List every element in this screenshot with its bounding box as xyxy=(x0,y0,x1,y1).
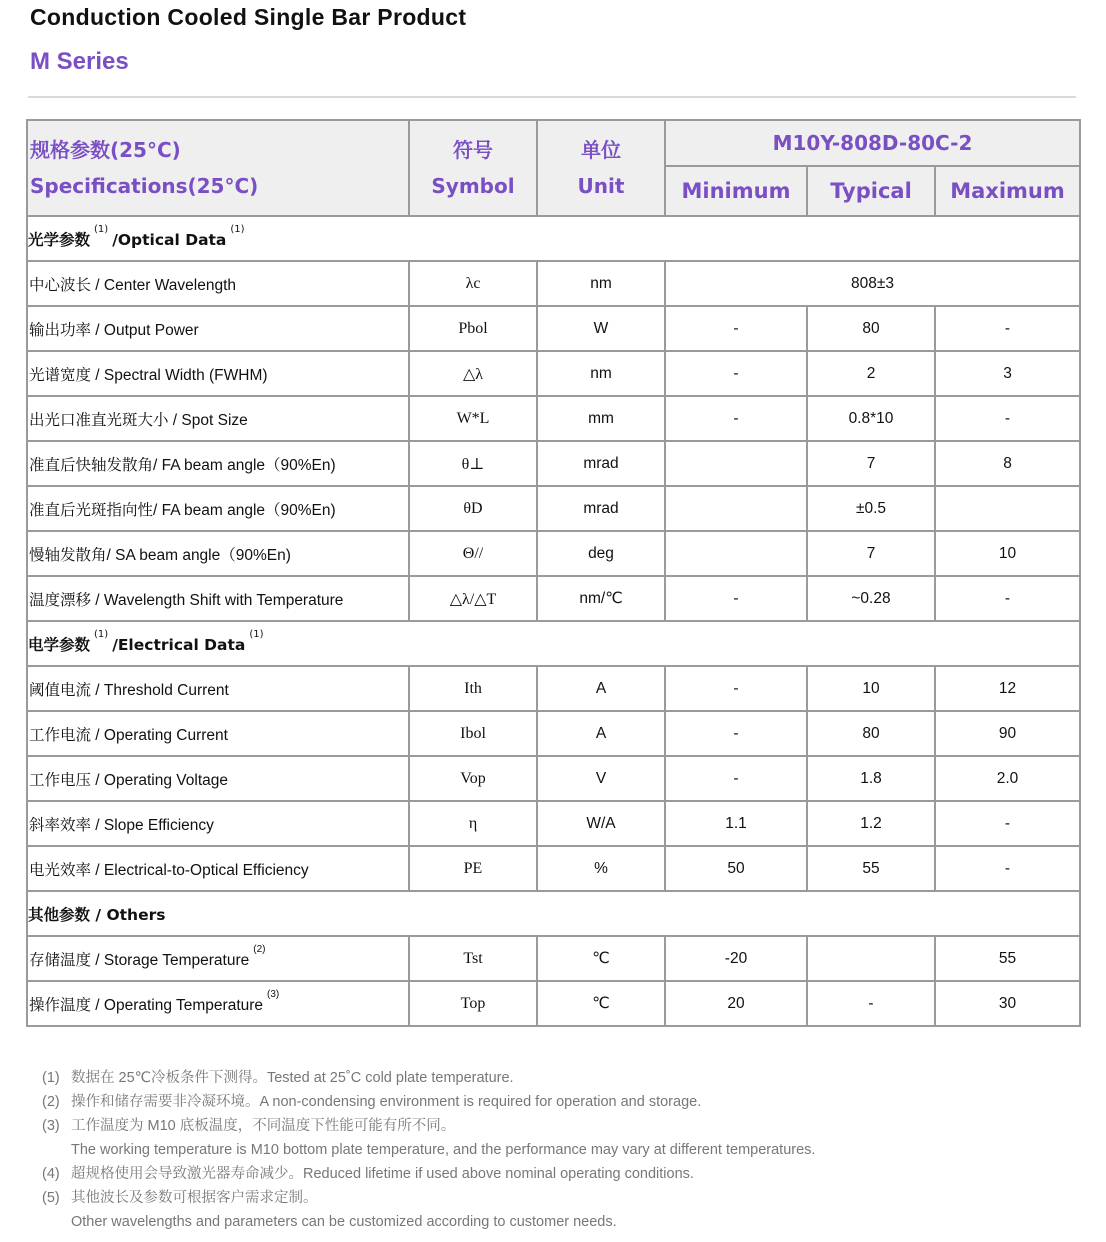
section-optical: 光学参数$^{(1)}$/Optical Data$^{(1)}$ xyxy=(27,216,1080,261)
section-electrical: 电学参数$^{(1)}$/Electrical Data$^{(1)}$ xyxy=(27,621,1080,666)
table-row: 出光口准直光斑大小 / Spot Size W*L mm - 0.8*10 - xyxy=(27,396,1080,441)
footnote: (4) 超规格使用会导致激光器寿命减少。Reduced lifetime if used above nominal operating conditions. xyxy=(42,1166,694,1182)
footnote: Other wavelengths and parameters can be customized according to customer needs. xyxy=(71,1214,617,1230)
table-row: 操作温度 / Operating Temperature$^{(3)}$ Top ℃ 20 - 30 xyxy=(27,981,1080,1026)
header-maximum: Maximum xyxy=(935,166,1080,216)
header-symbol: 符号 Symbol xyxy=(409,120,537,216)
footnotes xyxy=(42,1066,815,1234)
header-specifications: 规格参数(25°C) Specifications(25°C) xyxy=(27,120,409,216)
table-row: 准直后光斑指向性/ FA beam angle（90%En) θD mrad ±0.5 xyxy=(27,486,1080,531)
header-typical: Typical xyxy=(807,166,935,216)
table-row: 工作电压 / Operating Voltage Vop V - 1.8 2.0 xyxy=(27,756,1080,801)
table-row: 慢轴发散角/ SA beam angle（90%En) Θ// deg 7 10 xyxy=(27,531,1080,576)
header-model: M10Y-808D-80C-2 xyxy=(665,120,1080,166)
footnote: (1) 数据在 25℃冷板条件下测得。Tested at 25˚C cold plate temperature. xyxy=(42,1070,514,1086)
table-row: 存储温度 / Storage Temperature$^{(2)}$ Tst ℃ -20 55 xyxy=(27,936,1080,981)
table-row: 光谱宽度 / Spectral Width (FWHM) △λ nm - 2 3 xyxy=(27,351,1080,396)
table-row: 温度漂移 / Wavelength Shift with Temperature △λ/△T nm/℃ - ~0.28 - xyxy=(27,576,1080,621)
footnote: (3) 工作温度为 M10 底板温度，不同温度下性能可能有所不同。 xyxy=(42,1118,456,1134)
table-row: 输出功率 / Output Power Pbol W - 80 - xyxy=(27,306,1080,351)
table-row: 工作电流 / Operating Current Ibol A - 80 90 xyxy=(27,711,1080,756)
footnote: The working temperature is M10 bottom plate temperature, and the performance may vary at different temperatures. xyxy=(71,1142,816,1158)
table-row: 阈值电流 / Threshold Current Ith A - 10 12 xyxy=(27,666,1080,711)
header-unit: 单位 Unit xyxy=(537,120,665,216)
page-title: Conduction Cooled Single Bar Product xyxy=(30,4,467,30)
spec-table xyxy=(26,119,1081,1027)
table-row: 斜率效率 / Slope Efficiency η W/A 1.1 1.2 - xyxy=(27,801,1080,846)
table-row: 电光效率 / Electrical-to-Optical Efficiency PE % 50 55 - xyxy=(27,846,1080,891)
divider xyxy=(28,96,1076,98)
table-row: 准直后快轴发散角/ FA beam angle（90%En) θ⊥ mrad 7 8 xyxy=(27,441,1080,486)
footnote: (5) 其他波长及参数可根据客户需求定制。 xyxy=(42,1190,318,1206)
section-others: 其他参数 / Others xyxy=(27,891,1080,936)
header-minimum: Minimum xyxy=(665,166,807,216)
series-subtitle: M Series xyxy=(30,48,129,75)
footnote: (2) 操作和储存需要非冷凝环境。A non-condensing environment is required for operation and storage. xyxy=(42,1094,702,1110)
table-row: 中心波长 / Center Wavelength λc nm 808±3 xyxy=(27,261,1080,306)
